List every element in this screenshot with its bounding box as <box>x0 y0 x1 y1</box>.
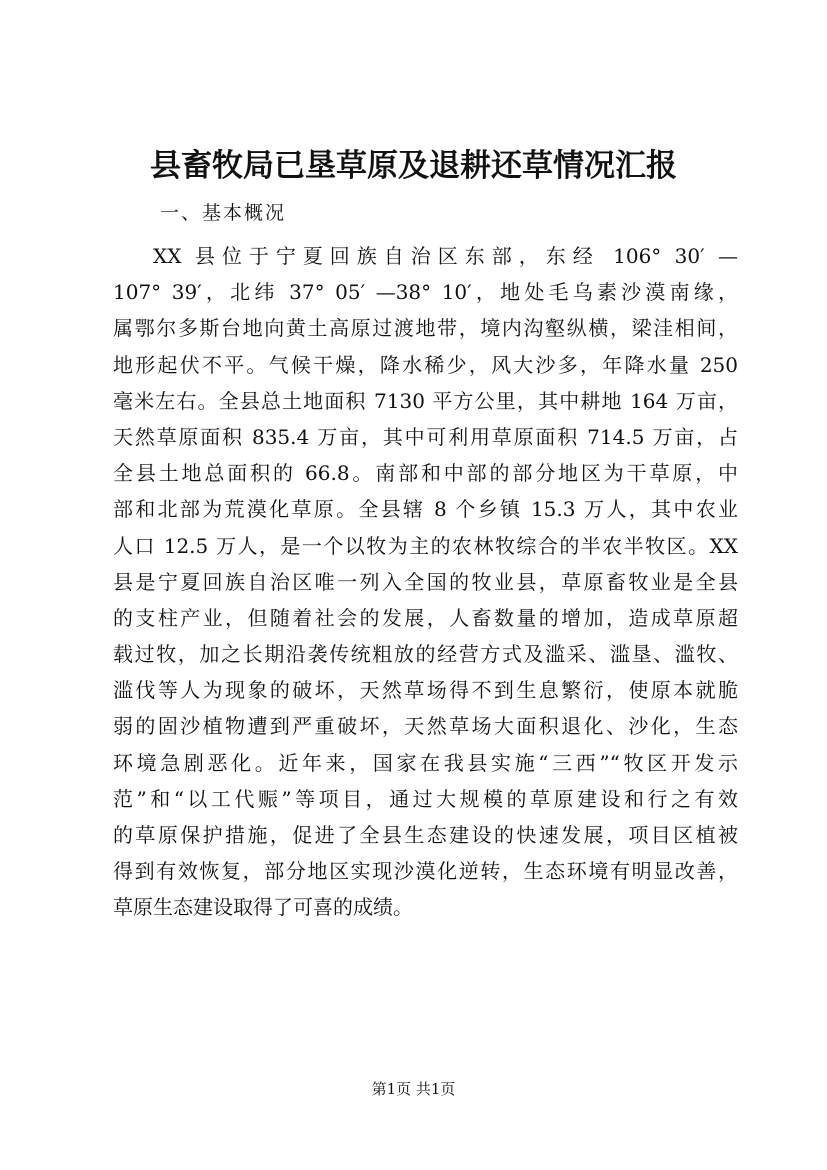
paragraph-line: XX 县位于宁夏回族自治区东部，东经 106° 30′ — <box>153 244 738 268</box>
page-number-footer: 第1页 共1页 <box>371 1080 456 1098</box>
paragraph-line: 弱的固沙植物遭到严重破坏，天然草场大面积退化、沙化，生态 <box>113 714 738 739</box>
paragraph-line: 草原生态建设取得了可喜的成绩。 <box>113 895 413 920</box>
paragraph-line: 107° 39′，北纬 37° 05′ —38° 10′，地处毛乌素沙漠南缘， <box>113 280 738 305</box>
paragraph-line: 人口 12.5 万人，是一个以牧为主的农林牧综合的半农半牧区。XX <box>113 533 738 558</box>
paragraph-line: 的支柱产业，但随着社会的发展，人畜数量的增加，造成草原超 <box>113 605 738 630</box>
paragraph-line: 地形起伏不平。气候干燥，降水稀少，风大沙多，年降水量 250 <box>113 352 738 377</box>
paragraph-line: 天然草原面积 835.4 万亩，其中可利用草原面积 714.5 万亩，占 <box>113 424 738 449</box>
document-title: 县畜牧局已垦草原及退耕还草情况汇报 <box>150 148 677 184</box>
section-heading: 一、基本概况 <box>160 202 287 224</box>
paragraph-line: 属鄂尔多斯台地向黄土高原过渡地带，境内沟壑纵横，梁洼相间， <box>113 316 738 341</box>
paragraph-line: 载过牧，加之长期沿袭传统粗放的经营方式及滥采、滥垦、滥牧、 <box>113 642 738 667</box>
paragraph-line: 的草原保护措施，促进了全县生态建设的快速发展，项目区植被 <box>113 823 738 847</box>
paragraph-line: 范”和“以工代赈”等项目，通过大规模的草原建设和行之有效 <box>113 786 738 811</box>
paragraph-line: 毫米左右。全县总土地面积 7130 平方公里，其中耕地 164 万亩， <box>113 388 738 413</box>
paragraph-line: 部和北部为荒漠化草原。全县辖 8 个乡镇 15.3 万人，其中农业 <box>113 497 738 522</box>
paragraph-line: 得到有效恢复，部分地区实现沙漠化逆转，生态环境有明显改善， <box>113 859 738 884</box>
paragraph-line: 县是宁夏回族自治区唯一列入全国的牧业县，草原畜牧业是全县 <box>113 569 738 594</box>
paragraph-line: 滥伐等人为现象的破坏，天然草场得不到生息繁衍，使原本就脆 <box>113 678 738 703</box>
paragraph-line: 环境急剧恶化。近年来，国家在我县实施“三西”“牧区开发示 <box>113 750 738 775</box>
paragraph-line: 全县土地总面积的 66.8。南部和中部的部分地区为干草原，中 <box>113 461 738 486</box>
body-paragraph <box>113 238 738 926</box>
